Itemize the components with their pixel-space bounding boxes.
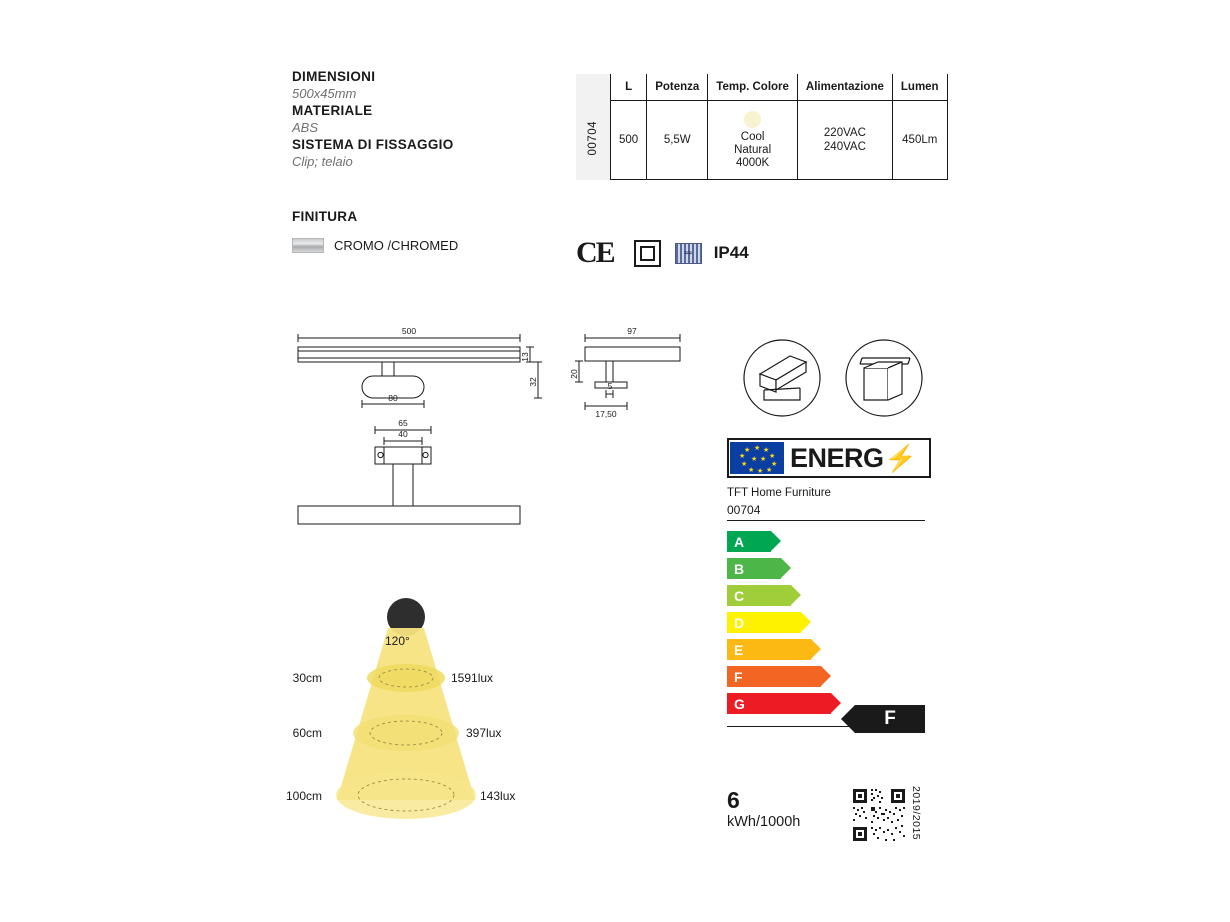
table-header-potenza: Potenza xyxy=(647,74,708,101)
technical-drawing-side xyxy=(565,320,715,435)
class-row xyxy=(727,531,927,558)
class-label-d: D xyxy=(734,614,745,631)
energy-label xyxy=(727,438,927,727)
class-arrow-a xyxy=(727,531,771,552)
table-cell-code xyxy=(576,101,611,180)
class-arrow-f xyxy=(727,666,821,687)
voltage-line-1: 220VAC xyxy=(823,127,866,139)
beam-distance-1: 30cm xyxy=(292,671,322,685)
dim-front-width: 500 xyxy=(401,326,417,336)
table-header-temp-colore: Temp. Colore xyxy=(708,74,798,101)
technical-drawing-front xyxy=(285,320,560,555)
regulation-reference: 2019/2015 xyxy=(910,786,922,841)
spec-label-finitura: FINITURA xyxy=(292,209,358,224)
class-row xyxy=(727,558,927,585)
table-row xyxy=(576,101,947,180)
energy-label-header xyxy=(727,438,931,478)
spec-label-materiale: MATERIALE xyxy=(292,103,373,118)
spec-item xyxy=(292,102,552,136)
class-arrow-e xyxy=(727,639,811,660)
brand-name: TFT Home Furniture xyxy=(727,487,831,499)
table-header-code xyxy=(576,74,611,101)
dim-bracket-inner: 40 xyxy=(398,429,408,439)
beam-distance-2: 60cm xyxy=(292,726,322,740)
specifications-list xyxy=(292,68,552,170)
cct-color-dot-icon xyxy=(744,111,761,128)
beam-diagram xyxy=(275,590,545,840)
spec-item xyxy=(292,68,552,102)
voltage-line-2: 240VAC xyxy=(823,141,866,153)
finish-label: CROMO /CHROMED xyxy=(334,238,459,253)
energy-wordmark: ENERG xyxy=(790,442,884,473)
class-arrow-b xyxy=(727,558,781,579)
table-header-alimentazione: Alimentazione xyxy=(797,74,892,101)
beam-lux-2: 397lux xyxy=(466,726,502,740)
specification-table xyxy=(576,74,948,180)
table-cell-length: 500 xyxy=(611,101,647,180)
table-cell-cct xyxy=(708,101,798,180)
beam-lux-1: 1591lux xyxy=(451,671,494,685)
qr-code-icon xyxy=(851,787,907,843)
dim-base-height: 32 xyxy=(528,377,538,387)
dim-bar-height: 13 xyxy=(520,352,530,362)
class-label-g: G xyxy=(734,695,745,712)
class-label-a: A xyxy=(734,533,745,550)
beam-lux-3: 143lux xyxy=(480,789,516,803)
cct-line-2: Natural xyxy=(734,143,772,156)
class-label-b: B xyxy=(734,560,745,577)
product-code: 00704 xyxy=(587,121,599,156)
spec-label-fissaggio: SISTEMA DI FISSAGGIO xyxy=(292,137,454,152)
finish-row xyxy=(292,238,458,253)
class-arrow-c xyxy=(727,585,791,606)
dim-side-thickness: 5 xyxy=(607,381,613,391)
table-cell-lumen: 450Lm xyxy=(892,101,947,180)
spec-value-materiale: ABS xyxy=(292,120,319,135)
class-row xyxy=(727,612,927,639)
kwh-value: 6 xyxy=(727,787,740,813)
ip-rating-label: IP44 xyxy=(713,243,749,262)
eu-flag-icon: ★ ★ ★ ★ ★ ★ ★ ★ ★ ★ ★ ★ xyxy=(730,442,784,474)
mounting-icons xyxy=(738,338,928,423)
model-code: 00704 xyxy=(727,503,761,517)
cct-line-1: Cool xyxy=(740,130,765,143)
dim-side-offset: 20 xyxy=(569,369,579,379)
spec-item xyxy=(292,136,552,170)
table-header-lumen: Lumen xyxy=(892,74,947,101)
class-arrow-d xyxy=(727,612,801,633)
chrome-swatch-icon xyxy=(292,238,324,253)
energy-class-scale xyxy=(727,531,927,720)
ce-mark-icon: CE xyxy=(576,236,614,269)
energy-class-result xyxy=(855,705,925,733)
dim-bracket-outer: 65 xyxy=(398,418,408,428)
energy-consumption xyxy=(727,788,800,830)
beam-angle-label: 120° xyxy=(385,634,410,648)
kwh-unit: kWh/1000h xyxy=(727,814,801,830)
class-row xyxy=(727,666,927,693)
table-header-l: L xyxy=(611,74,647,101)
class-row xyxy=(727,585,927,612)
dim-side-depth: 97 xyxy=(627,326,637,336)
certification-row xyxy=(576,238,749,268)
dim-side-projection: 17,50 xyxy=(595,409,617,419)
cct-line-3: 4000K xyxy=(735,156,770,169)
class-arrow-g xyxy=(727,693,831,714)
beam-distance-3: 100cm xyxy=(285,789,322,803)
divider xyxy=(727,520,925,521)
spec-value-fissaggio: Clip; telaio xyxy=(292,154,353,169)
dim-base-width: 80 xyxy=(388,393,398,403)
spec-value-dimensioni: 500x45mm xyxy=(292,86,357,101)
table-cell-voltage xyxy=(797,101,892,180)
class-row xyxy=(727,639,927,666)
class-label-f: F xyxy=(734,668,743,685)
rf-icon: ≈≈ xyxy=(675,243,702,264)
table-header-row xyxy=(576,74,947,101)
bolt-icon: ⚡ xyxy=(884,443,917,473)
double-square-icon xyxy=(634,240,661,267)
spec-label-dimensioni: DIMENSIONI xyxy=(292,69,376,84)
class-label-c: C xyxy=(734,587,745,604)
class-label-e: E xyxy=(734,641,744,658)
result-letter: F xyxy=(884,708,896,729)
table-cell-power: 5,5W xyxy=(647,101,708,180)
